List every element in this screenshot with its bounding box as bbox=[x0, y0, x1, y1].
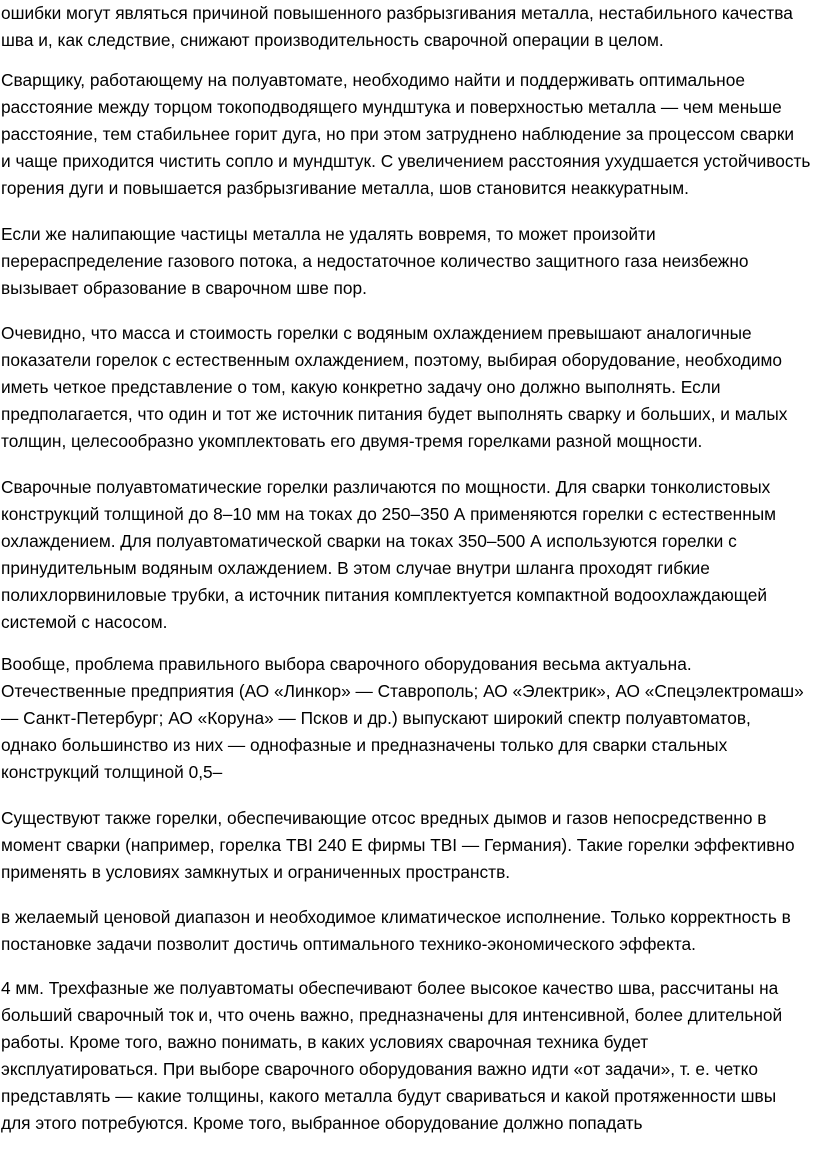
paragraph-9 bbox=[1, 975, 782, 1137]
paragraph-line: представлять — какие толщины, какого металла будут свариваться и какой протяженности швы bbox=[1, 1086, 777, 1106]
paragraph-line: Сварщику, работающему на полуавтомате, необходимо найти и поддерживать оптимальное bbox=[1, 70, 745, 90]
paragraph-4 bbox=[1, 320, 787, 455]
paragraph-line: Вообще, проблема правильного выбора сварочного оборудования весьма актуальна. bbox=[1, 654, 692, 674]
paragraph-line: в желаемый ценовой диапазон и необходимое климатическое исполнение. Только корректность в bbox=[1, 907, 791, 927]
paragraph-line: постановке задачи позволит достичь оптимального технико-экономического эффекта. bbox=[1, 934, 696, 954]
paragraph-line: полихлорвиниловые трубки, а источник питания комплектуется компактной водоохлаждающей bbox=[1, 585, 768, 605]
paragraph-8 bbox=[1, 904, 791, 958]
paragraph-3 bbox=[1, 221, 749, 302]
paragraph-1 bbox=[1, 0, 793, 54]
paragraph-line: 4 мм. Трехфазные же полуавтоматы обеспечивают более высокое качество шва, рассчитаны на bbox=[1, 978, 779, 998]
paragraph-line: расстояние между торцом токоподводящего мундштука и поверхностью металла — чем меньше bbox=[1, 97, 782, 117]
paragraph-line: расстояние, тем стабильнее горит дуга, но при этом затруднено наблюдение за процессом сварки bbox=[1, 124, 795, 144]
paragraph-line: работы. Кроме того, важно понимать, в каких условиях сварочная техника будет bbox=[1, 1032, 649, 1052]
paragraph-line: толщин, целесообразно укомплектовать его двумя-тремя горелками разной мощности. bbox=[1, 431, 703, 451]
paragraph-line: для этого потребуются. Кроме того, выбранное оборудование должно попадать bbox=[1, 1113, 643, 1133]
paragraph-line: вызывает образование в сварочном шве пор. bbox=[1, 278, 367, 298]
paragraph-5 bbox=[1, 474, 776, 636]
paragraph-2 bbox=[1, 67, 810, 202]
paragraph-line: Сварочные полуавтоматические горелки различаются по мощности. Для сварки тонколистовых bbox=[1, 477, 771, 497]
paragraph-line: Отечественные предприятия (АО «Линкор» — Ставрополь; АО «Электрик», АО «Спецэлектромаш» bbox=[1, 681, 804, 701]
paragraph-line: и чаще приходится чистить сопло и мундштук. С увеличением расстояния ухудшается устойчивость bbox=[1, 151, 811, 171]
paragraph-line: предполагается, что один и тот же источник питания будет выполнять сварку и больших, и малых bbox=[1, 404, 788, 424]
paragraph-line: горения дуги и повышается разбрызгивание металла, шов становится неаккуратным. bbox=[1, 178, 689, 198]
paragraph-line: ошибки могут являться причиной повышенного разбрызгивания металла, нестабильного качества bbox=[1, 3, 793, 23]
paragraph-line: Если же налипающие частицы металла не удалять вовремя, то может произойти bbox=[1, 224, 656, 244]
paragraph-line: однако большинство из них — однофазные и предназначены только для сварки стальных bbox=[1, 735, 728, 755]
paragraph-line: больший сварочный ток и, что очень важно, предназначены для интенсивной, более длительной bbox=[1, 1005, 783, 1025]
paragraph-6 bbox=[1, 651, 804, 786]
paragraph-line: системой с насосом. bbox=[1, 612, 168, 632]
paragraph-line: конструкций толщиной до 8–10 мм на токах до 250–350 А применяются горелки с естественным bbox=[1, 504, 777, 524]
paragraph-line: Очевидно, что масса и стоимость горелки с водяным охлаждением превышают аналогичные bbox=[1, 323, 752, 343]
paragraph-line: шва и, как следствие, снижают производительность сварочной операции в целом. bbox=[1, 30, 664, 50]
paragraph-line: момент сварки (например, горелка TBI 240 E фирмы TBI — Германия). Такие горелки эффективно bbox=[1, 835, 795, 855]
paragraph-line: Существуют также горелки, обеспечивающие отсос вредных дымов и газов непосредственно в bbox=[1, 808, 767, 828]
paragraph-line: — Санкт-Петербург; АО «Коруна» — Псков и др.) выпускают широкий спектр полуавтоматов, bbox=[1, 708, 751, 728]
paragraph-line: конструкций толщиной 0,5– bbox=[1, 762, 223, 782]
paragraph-line: иметь четкое представление о том, какую конкретно задачу оно должно выполнять. Если bbox=[1, 377, 721, 397]
paragraph-line: охлаждением. Для полуавтоматической сварки на токах 350–500 А используются горелки с bbox=[1, 531, 737, 551]
paragraph-line: применять в условиях замкнутых и ограниченных пространств. bbox=[1, 862, 511, 882]
paragraph-line: эксплуатироваться. При выборе сварочного оборудования важно идти «от задачи», т. е. четко bbox=[1, 1059, 758, 1079]
paragraph-line: перераспределение газового потока, а недостаточное количество защитного газа неизбежно bbox=[1, 251, 749, 271]
paragraph-7 bbox=[1, 805, 795, 886]
paragraph-line: принудительным водяным охлаждением. В этом случае внутри шланга проходят гибкие bbox=[1, 558, 710, 578]
paragraph-line: показатели горелок с естественным охлаждением, поэтому, выбирая оборудование, необходимо bbox=[1, 350, 783, 370]
